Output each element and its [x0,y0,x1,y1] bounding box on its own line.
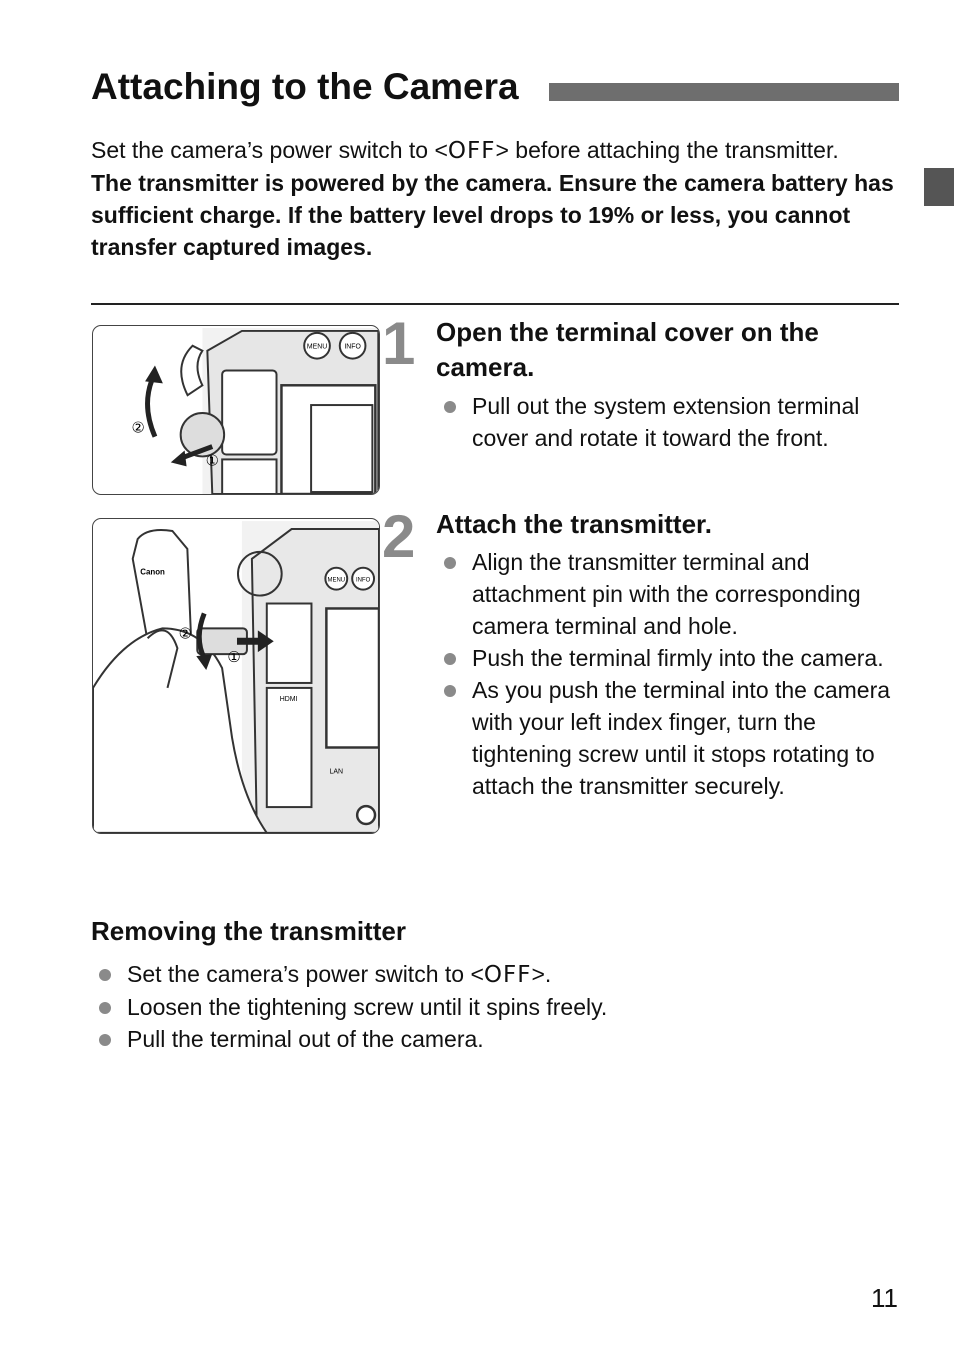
list-item [91,958,899,991]
list-item: As you push the terminal into the camera with your left index finger, turn the tightening screw until it stops rotating to attach the transmitter securely. [436,674,899,802]
list-item: Pull the terminal out of the camera. [91,1023,899,1055]
callout-2: ② [178,624,193,643]
intro-instruction [91,134,899,167]
list-item-text: >. [531,961,552,987]
callout-2: ② [131,419,145,437]
battery-warning: The transmitter is powered by the camera. Ensure the camera battery has sufficient charge. If the battery level drops to 19% or less, you cannot transfer captured images. [91,170,894,260]
list-item: Push the terminal firmly into the camera. [436,642,899,674]
callout-1: ① [205,452,219,470]
section-divider [91,303,899,305]
hdmi-port-label: HDMI [279,695,298,703]
step-number-2: 2 [382,503,416,570]
menu-button-label: MENU [306,343,328,351]
page-title: Attaching to the Camera [91,66,519,107]
list-item-text: Set the camera’s power switch to < [127,961,484,987]
transmitter-attach-illustration [93,519,379,833]
camera-terminal-cover-illustration [93,326,379,494]
step-2-bullets [436,546,899,802]
list-item: Align the transmitter terminal and attachment pin with the corresponding camera terminal and hole. [436,546,899,642]
list-item: Pull out the system extension terminal cover and rotate it toward the front. [436,390,899,454]
intro-text-part: > before attaching the transmitter. [495,137,839,163]
step-1-bullets [436,390,899,454]
step-2-title: Attach the transmitter. [436,509,712,539]
step-number-1: 1 [382,310,416,377]
off-symbol: OFF [483,962,532,988]
title-decor-bar [549,83,899,101]
intro-text-part: Set the camera’s power switch to < [91,137,448,163]
callout-1: ① [227,648,241,667]
figure-open-terminal-cover [92,325,380,495]
info-button-label: INFO [356,577,371,584]
intro-text [91,134,899,263]
removing-bullets [91,958,899,1055]
off-symbol: OFF [447,138,496,164]
lan-port-label: LAN [329,768,344,776]
info-button-label: INFO [344,343,361,351]
chapter-tab-marker [924,168,954,206]
page-number: 11 [871,1283,898,1313]
canon-logo-text: Canon [140,567,165,577]
menu-button-label: MENU [327,577,346,584]
step-1-title: Open the terminal cover on the camera. [436,317,819,382]
list-item: Loosen the tightening screw until it spins freely. [91,991,899,1023]
figure-attach-transmitter [92,518,380,834]
removing-section-title: Removing the transmitter [91,916,406,946]
section-header [91,62,899,112]
